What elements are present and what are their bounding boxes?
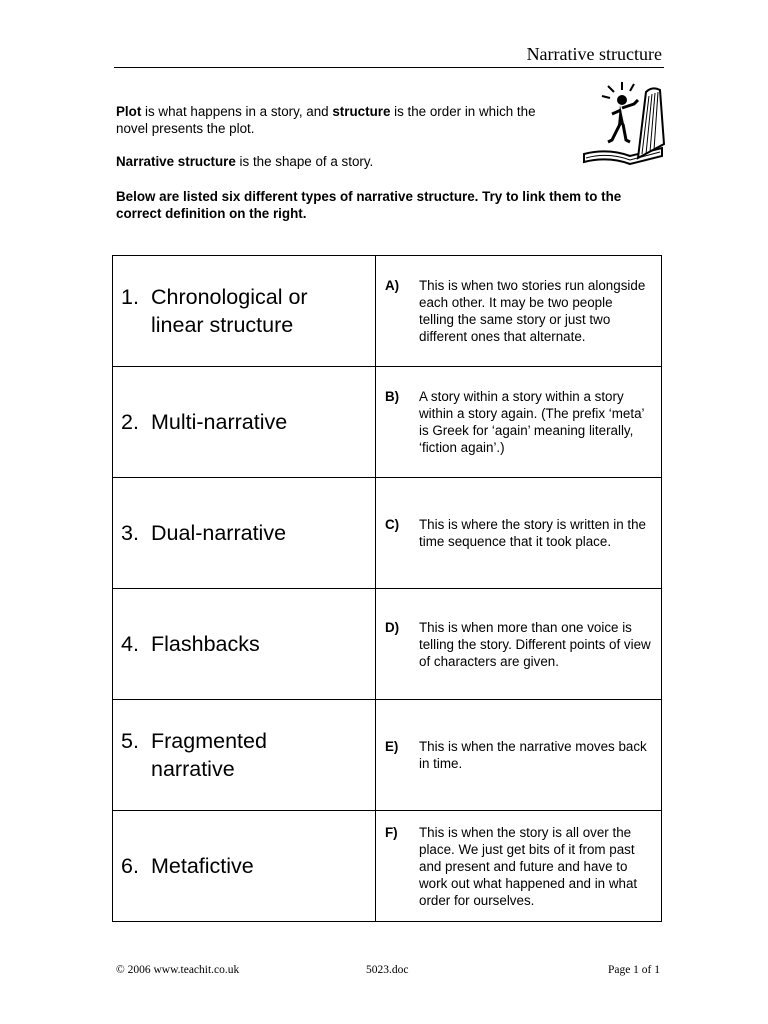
definition-text: This is when the narrative moves back in time. <box>419 739 647 771</box>
table-row <box>113 256 662 367</box>
term-cell <box>113 256 376 367</box>
term-number: 5. <box>121 729 139 753</box>
term-label: Chronological or linear structure <box>151 285 308 337</box>
term-cell <box>113 811 376 922</box>
definition-text: This is where the story is written in the time sequence that it took place. <box>419 517 646 549</box>
term-label: Fragmented narrative <box>151 729 267 781</box>
definition-text: This is when two stories run alongside each other. It may be two people telling the same story or just two different ones that alternate. <box>419 278 646 344</box>
term-number: 4. <box>121 632 139 656</box>
term-label: Flashbacks <box>151 632 260 656</box>
footer-copyright: © 2006 www.teachit.co.uk <box>116 964 240 976</box>
definition-letter: D) <box>385 619 400 635</box>
definition-cell <box>376 478 662 589</box>
narrative-text: is the shape of a story. <box>235 154 374 169</box>
definition-letter: E) <box>385 739 399 754</box>
definition-text: This is when the story is all over the place. We just get bits of it from past and present and future and have to work out what happened and in what order for ourselves. <box>419 824 638 908</box>
intro-narrative-paragraph <box>116 153 556 170</box>
term-label: Multi-narrative <box>151 410 288 434</box>
table-row <box>113 367 662 478</box>
instructions-paragraph: Below are listed six different types of narrative structure. Try to link them to the correct definition on the right. <box>116 189 622 221</box>
term-label: Dual-narrative <box>151 521 287 545</box>
footer-filename: 5023.doc <box>366 964 409 976</box>
header-rule <box>114 67 664 68</box>
definition-letter: B) <box>385 389 400 404</box>
figure-on-book-icon <box>578 74 666 166</box>
definition-text: This is when more than one voice is telling the story. Different points of view of characters are given. <box>419 619 651 669</box>
definition-cell <box>376 256 662 367</box>
table-row <box>113 589 662 700</box>
footer-page-number: Page 1 of 1 <box>607 964 660 976</box>
term-cell <box>113 478 376 589</box>
term-number: 3. <box>121 521 139 545</box>
narrative-term: Narrative structure <box>116 154 236 169</box>
term-cell <box>113 367 376 478</box>
page-title: Narrative structure <box>526 44 662 64</box>
table-row <box>113 811 662 922</box>
term-number: 1. <box>121 285 139 309</box>
term-cell <box>113 589 376 700</box>
matching-table <box>112 255 662 922</box>
definition-cell <box>376 589 662 700</box>
definition-cell <box>376 700 662 811</box>
definition-letter: A) <box>385 278 400 293</box>
definition-letter: F) <box>385 824 398 840</box>
plot-text-1: is what happens in a story, and <box>141 104 333 119</box>
term-cell <box>113 700 376 811</box>
structure-term: structure <box>332 104 391 119</box>
table-row <box>113 700 662 811</box>
definition-cell <box>376 367 662 478</box>
intro-plot-paragraph <box>116 103 556 137</box>
plot-term: Plot <box>116 104 142 119</box>
term-number: 6. <box>121 854 139 878</box>
plot-text-2: is the order in which the novel presents the plot. <box>116 104 536 136</box>
definition-letter: C) <box>385 517 400 532</box>
definition-text: A story within a story within a story within a story again. (The prefix ‘meta’ is Greek for ‘again’ meaning literally, ‘fiction again’.) <box>419 389 645 455</box>
term-number: 2. <box>121 410 139 434</box>
definition-cell <box>376 811 662 922</box>
table-row <box>113 478 662 589</box>
term-label: Metafictive <box>151 854 254 878</box>
